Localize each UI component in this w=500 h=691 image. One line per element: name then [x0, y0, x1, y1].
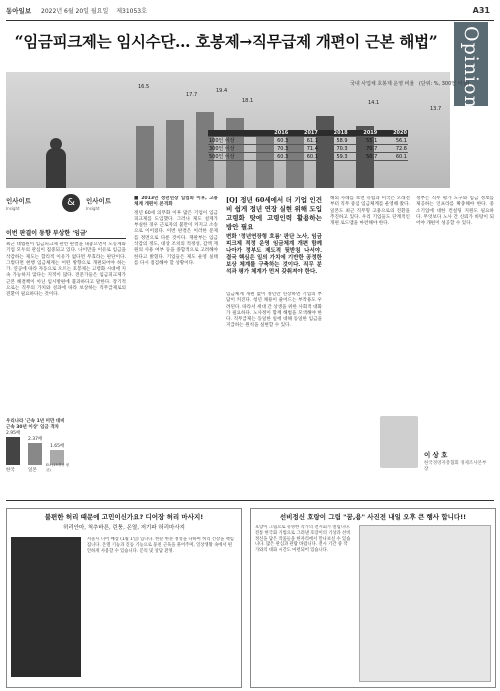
mini-chart-label: 한국: [6, 468, 15, 473]
column-text: 정년 60세 의무화 이후 많은 기업이 임금피크제를 도입했다. 그러나 제도 설계가 부실한 경우 근로자의 불만이 커지고 소송으로 이어졌다. 이번 판결은 이러한 문제를 정면으로 다룬 것이다. 재판부는 임금 삭감의 정도, 대상 조치의 적정성, 감액 재원의 사용 여부 등을 종합적으로 고려해야 한다고 밝혔다. 기업들은 제도 운영 실태를 다시 점검해야 할 상황이다.: [134, 210, 218, 266]
section-left: 인사이트: [6, 197, 32, 205]
table-row: 300인 이상 70.3 71.4 70.3 70.7 72.6: [209, 145, 407, 152]
mini-chart-bar: [28, 443, 42, 465]
ad-divider-rule: [6, 500, 494, 501]
ad-left-text: 서울시 디어 매장 (1월 1일) 입니다. 한분 한분 정성을 다하여 허리 건강을 책임집니다. 온열 기능과 진동 기능으로 뭉친 근육을 풀어주며, 일상생활 속에서 편안하게 사용할 수 있습니다. 문의 및 상담 환영.: [87, 537, 234, 554]
section-right-sub: Insight: [86, 206, 100, 211]
author-box: [380, 416, 490, 488]
ad-right-title: 선비정신 호랑이 그림 "꿈,용" 사진전 내일 오후 큰 행사 합니다!!: [279, 513, 467, 521]
top-rule: [6, 20, 494, 21]
ad-right-text: 호랑이 그림으로 유명한 작가의 전시회가 열립니다. 전통 한국화 기법으로 그려낸 호랑이의 기상과 선비정신을 담은 작품들을 한자리에서 만나보실 수 있습니다. 많은 관심과 관람 바랍니다. 전시 기간 중 작가와의 대화 시간도 마련되어 있습니다.: [255, 525, 351, 554]
section-left-sub: Insight: [6, 206, 20, 211]
section-label: [6, 196, 126, 222]
chart-value: 14.1: [368, 100, 380, 106]
mini-chart-title: 우리나라 '근속 1년 미만 대비 근속 30년 이상' 임금 격차: [6, 419, 65, 430]
article-column-3: [226, 196, 322, 286]
chart-value: 19.4: [216, 88, 228, 94]
ad-left-title: 불편한 허리 때문에 고민이신가요? 디어장 허리 마사지!: [44, 513, 204, 521]
section-caption: 이번 판결이 동향 부상한 '임금': [6, 230, 88, 237]
chart-title: 국내 사업체 호봉제 운영 비율 (단위: %, 300인 이상): [350, 81, 470, 87]
main-headline: “임금피크제는 임시수단… 호봉제→직무급제 개편이 근본 해법”: [14, 32, 438, 51]
pull-quote: [Q] 정년 60세에서 더 기업 인건비 쉽게 정년 연장 실현 위해 도입 고령화 탓에 고령인력 활용하는 방안 필요: [226, 196, 322, 231]
issue-number: 제31053호: [116, 8, 147, 15]
table-header-row: 2016 2017 2018 2019 2020: [208, 130, 408, 137]
mini-chart-value: 2.37배: [28, 437, 43, 442]
pull-quote-cont: 변화 '정년연장형 흐름' 판단 노사, 임금피크제 적정 운영 임금체계 개편 함께 나아가 정부도 제도적 뒷받침 나서야. 결국 핵심은 일의 가치에 기반한 공정한 보상 체계를 구축하는 것이다. 직무 분석과 평가 체계가 먼저 갖춰져야 한다.: [226, 234, 322, 275]
author-name: 이 상 호: [424, 451, 448, 459]
person-silhouette: [46, 148, 66, 188]
ad-right-image: [359, 525, 491, 682]
article-column-5: 해외 사례를 보면 유럽과 미국은 오래전부터 직무 중심 임금체계를 운영해 왔다. 일본도 최근 직무형 고용으로의 전환을 추진하고 있다. 우리 기업들도 단계적인 개편 로드맵을 마련해야 한다.: [330, 196, 410, 227]
column-subhead: ■ 2013년 정년연장 입법화 이후, 고용체계 개편이 본격화: [134, 196, 218, 208]
section-right: 인사이트: [86, 197, 112, 205]
data-table: [208, 130, 408, 161]
ampersand-icon: &: [62, 194, 80, 212]
ad-left-subtitle: 허리안마, 척추바른, 린퉁, 온열, 저기파 허리마사지: [63, 525, 185, 531]
mini-chart-label: 일본: [28, 468, 37, 473]
mini-chart-value: 2.95배: [6, 431, 21, 436]
table-row: 100인 이상 60.3 61.1 58.9 55.1 56.1: [209, 137, 407, 144]
author-title: 한국경영자총협회 경제조사본부장: [424, 461, 487, 472]
table-row: 500인 이상 60.3 60.1 59.3 50.7 60.1: [209, 153, 407, 160]
opinion-tab: [454, 22, 488, 109]
mini-chart-value: 1.65배: [50, 444, 65, 449]
article-column-1: 최근 대법원이 임금피크제 관련 판결을 내놓으면서 노동계와 기업 모두의 관심이 집중되고 있다. 나이만을 이유로 임금을 삭감하는 제도는 합리적 이유가 없다면 무효라는 판단이다. 그렇다면 현행 임금체계는 어떤 방향으로 개편되어야 하는가. 연공에 따라 자동으로 오르는 호봉제는 고령화 시대에 지속 가능하지 않다는 지적이 많다. 전문가들은 임금피크제가 근본 해결책이 아닌 임시방편에 불과하다고 말한다. 장기적으로는 직무의 가치와 성과에 따라 보상하는 직무급제로의 전환이 필요하다는 것이다.: [6, 242, 126, 298]
chart-bar: [166, 120, 184, 188]
paper-name: 동아일보: [6, 7, 32, 15]
advertisement-right: [250, 508, 496, 688]
issue-date: 2022년 6월 20일 월요일: [41, 8, 109, 15]
mini-chart-bar: [6, 437, 20, 465]
page-number: A31: [472, 6, 490, 15]
chart-value: 18.1: [242, 98, 254, 104]
article-column-6: 정부는 직무 평가 도구와 임금 정보를 제공하는 인프라를 확충해야 한다. 중소기업에 대한 컨설팅 지원도 필요하다. 무엇보다 노사 간 신뢰가 바탕이 되어야 개편이 성공할 수 있다.: [416, 196, 494, 227]
caption-rule: [6, 238, 126, 239]
chart-value: 16.5: [138, 84, 150, 90]
advertisement-left: [6, 508, 242, 688]
wage-gap-chart: [6, 418, 70, 484]
opinion-label: Opinion: [460, 26, 482, 109]
chart-bar: [136, 126, 154, 188]
ad-left-image: [11, 537, 81, 677]
person-head: [50, 138, 62, 150]
article-column-4: 임금체계 개편 없이 정년만 연장하면 기업의 부담이 커진다. 청년 채용이 줄어드는 부작용도 우려된다. 따라서 세대 간 상생을 위한 사회적 대화가 필요하다. 노사정이 함께 해법을 모색해야 한다. 직무급제는 동일한 일에 대해 동일한 임금을 지급하는 원칙을 실현할 수 있다.: [226, 292, 322, 329]
masthead: [6, 6, 494, 20]
author-photo: [380, 416, 418, 468]
article-column-2: [134, 196, 218, 496]
chart-value: 13.7: [430, 106, 442, 112]
chart-value: 17.7: [186, 92, 198, 98]
mini-chart-label: EU (15개국 평균): [46, 463, 69, 472]
